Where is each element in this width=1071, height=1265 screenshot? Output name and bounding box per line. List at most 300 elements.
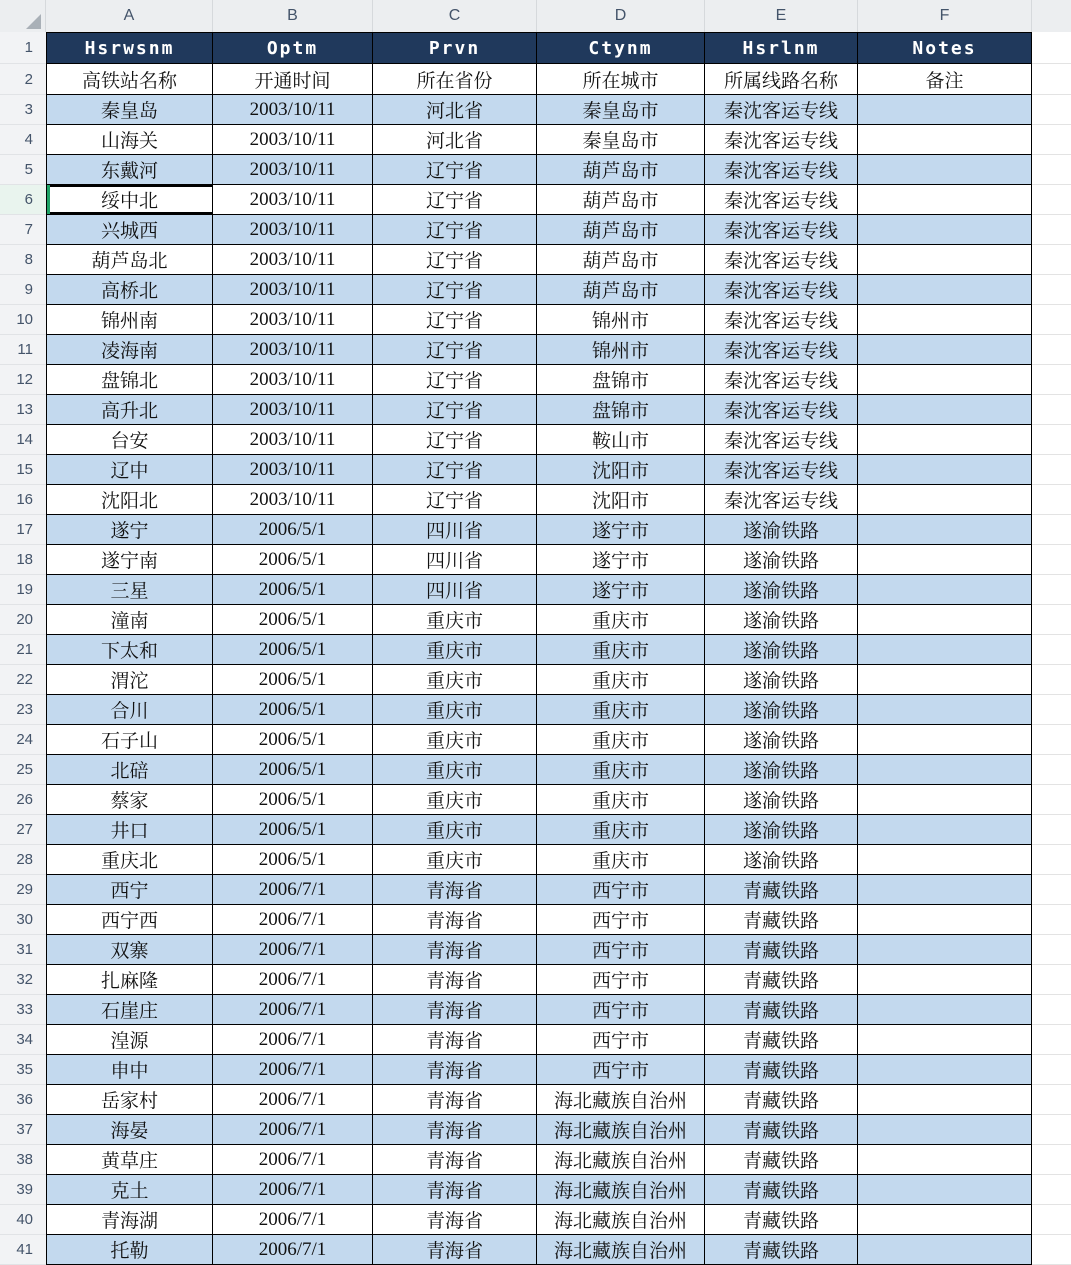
cell-C38[interactable]: 青海省 <box>373 1145 537 1175</box>
cell-A19[interactable]: 三星 <box>46 575 213 605</box>
cell-E22[interactable]: 遂渝铁路 <box>705 665 858 695</box>
cell-B39[interactable]: 2006/7/1 <box>213 1175 373 1205</box>
cell-B4[interactable]: 2003/10/11 <box>213 125 373 155</box>
cell-A9[interactable]: 高桥北 <box>46 275 213 305</box>
cell-B38[interactable]: 2006/7/1 <box>213 1145 373 1175</box>
cell-C29[interactable]: 青海省 <box>373 875 537 905</box>
cell-B11[interactable]: 2003/10/11 <box>213 335 373 365</box>
cell-E11[interactable]: 秦沈客运专线 <box>705 335 858 365</box>
cell-C13[interactable]: 辽宁省 <box>373 395 537 425</box>
cell-A28[interactable]: 重庆北 <box>46 845 213 875</box>
cell-F39[interactable] <box>858 1175 1032 1205</box>
cell-E5[interactable]: 秦沈客运专线 <box>705 155 858 185</box>
cell-F9[interactable] <box>858 275 1032 305</box>
cell-D23[interactable]: 重庆市 <box>537 695 705 725</box>
row-header-26[interactable]: 26 <box>0 785 46 815</box>
cell-C23[interactable]: 重庆市 <box>373 695 537 725</box>
row-header-7[interactable]: 7 <box>0 215 46 245</box>
cell-E12[interactable]: 秦沈客运专线 <box>705 365 858 395</box>
row-header-20[interactable]: 20 <box>0 605 46 635</box>
cell-B16[interactable]: 2003/10/11 <box>213 485 373 515</box>
cell-E41[interactable]: 青藏铁路 <box>705 1235 858 1265</box>
cell-F10[interactable] <box>858 305 1032 335</box>
cell-A4[interactable]: 山海关 <box>46 125 213 155</box>
cell-E9[interactable]: 秦沈客运专线 <box>705 275 858 305</box>
cell-E33[interactable]: 青藏铁路 <box>705 995 858 1025</box>
cell-D1[interactable]: Ctynm <box>537 32 705 64</box>
cell-B27[interactable]: 2006/5/1 <box>213 815 373 845</box>
cell-B20[interactable]: 2006/5/1 <box>213 605 373 635</box>
cell-E28[interactable]: 遂渝铁路 <box>705 845 858 875</box>
cell-E1[interactable]: Hsrlnm <box>705 32 858 64</box>
cell-E29[interactable]: 青藏铁路 <box>705 875 858 905</box>
row-header-12[interactable]: 12 <box>0 365 46 395</box>
row-header-36[interactable]: 36 <box>0 1085 46 1115</box>
cell-A24[interactable]: 石子山 <box>46 725 213 755</box>
cell-D2[interactable]: 所在城市 <box>537 64 705 95</box>
cell-C1[interactable]: Prvn <box>373 32 537 64</box>
row-header-38[interactable]: 38 <box>0 1145 46 1175</box>
cell-F13[interactable] <box>858 395 1032 425</box>
cell-F4[interactable] <box>858 125 1032 155</box>
gridline-overflow-area <box>1032 995 1071 1025</box>
cell-D12[interactable]: 盘锦市 <box>537 365 705 395</box>
cell-B3[interactable]: 2003/10/11 <box>213 95 373 125</box>
cell-C27[interactable]: 重庆市 <box>373 815 537 845</box>
row-header-33[interactable]: 33 <box>0 995 46 1025</box>
cell-D4[interactable]: 秦皇岛市 <box>537 125 705 155</box>
cell-D39[interactable]: 海北藏族自治州 <box>537 1175 705 1205</box>
cell-C31[interactable]: 青海省 <box>373 935 537 965</box>
cell-A32[interactable]: 扎麻隆 <box>46 965 213 995</box>
cell-F35[interactable] <box>858 1055 1032 1085</box>
cell-B19[interactable]: 2006/5/1 <box>213 575 373 605</box>
cell-C9[interactable]: 辽宁省 <box>373 275 537 305</box>
cell-D16[interactable]: 沈阳市 <box>537 485 705 515</box>
cell-B9[interactable]: 2003/10/11 <box>213 275 373 305</box>
cell-F31[interactable] <box>858 935 1032 965</box>
column-header-c[interactable]: C <box>373 0 537 32</box>
cell-F3[interactable] <box>858 95 1032 125</box>
cell-B2[interactable]: 开通时间 <box>213 64 373 95</box>
cell-E18[interactable]: 遂渝铁路 <box>705 545 858 575</box>
cell-A3[interactable]: 秦皇岛 <box>46 95 213 125</box>
cell-C22[interactable]: 重庆市 <box>373 665 537 695</box>
row-header-23[interactable]: 23 <box>0 695 46 725</box>
cell-A35[interactable]: 申中 <box>46 1055 213 1085</box>
cell-E20[interactable]: 遂渝铁路 <box>705 605 858 635</box>
cell-D9[interactable]: 葫芦岛市 <box>537 275 705 305</box>
cell-B5[interactable]: 2003/10/11 <box>213 155 373 185</box>
cell-A11[interactable]: 凌海南 <box>46 335 213 365</box>
cell-E17[interactable]: 遂渝铁路 <box>705 515 858 545</box>
column-header-a[interactable]: A <box>46 0 213 32</box>
cell-E39[interactable]: 青藏铁路 <box>705 1175 858 1205</box>
cell-F12[interactable] <box>858 365 1032 395</box>
cell-A23[interactable]: 合川 <box>46 695 213 725</box>
row-header-9[interactable]: 9 <box>0 275 46 305</box>
cell-B33[interactable]: 2006/7/1 <box>213 995 373 1025</box>
cell-D33[interactable]: 西宁市 <box>537 995 705 1025</box>
sheet-row-38 <box>0 1145 1071 1175</box>
row-header-17[interactable]: 17 <box>0 515 46 545</box>
cell-C24[interactable]: 重庆市 <box>373 725 537 755</box>
cell-D31[interactable]: 西宁市 <box>537 935 705 965</box>
row-header-2[interactable]: 2 <box>0 64 46 95</box>
cell-D10[interactable]: 锦州市 <box>537 305 705 335</box>
cell-C12[interactable]: 辽宁省 <box>373 365 537 395</box>
cell-D28[interactable]: 重庆市 <box>537 845 705 875</box>
cell-A40[interactable]: 青海湖 <box>46 1205 213 1235</box>
cell-A7[interactable]: 兴城西 <box>46 215 213 245</box>
cell-F33[interactable] <box>858 995 1032 1025</box>
cell-B1[interactable]: Optm <box>213 32 373 64</box>
cell-F38[interactable] <box>858 1145 1032 1175</box>
sheet-row-15 <box>0 455 1071 485</box>
row-header-18[interactable]: 18 <box>0 545 46 575</box>
cell-A33[interactable]: 石崖庄 <box>46 995 213 1025</box>
cell-C11[interactable]: 辽宁省 <box>373 335 537 365</box>
cell-C2[interactable]: 所在省份 <box>373 64 537 95</box>
cell-A30[interactable]: 西宁西 <box>46 905 213 935</box>
cell-F32[interactable] <box>858 965 1032 995</box>
row-header-16[interactable]: 16 <box>0 485 46 515</box>
cell-D15[interactable]: 沈阳市 <box>537 455 705 485</box>
cell-C6[interactable]: 辽宁省 <box>373 185 537 215</box>
row-header-22[interactable]: 22 <box>0 665 46 695</box>
cell-F5[interactable] <box>858 155 1032 185</box>
cell-D7[interactable]: 葫芦岛市 <box>537 215 705 245</box>
cell-A26[interactable]: 蔡家 <box>46 785 213 815</box>
cell-D27[interactable]: 重庆市 <box>537 815 705 845</box>
cell-F29[interactable] <box>858 875 1032 905</box>
row-header-29[interactable]: 29 <box>0 875 46 905</box>
cell-A31[interactable]: 双寨 <box>46 935 213 965</box>
cell-F19[interactable] <box>858 575 1032 605</box>
cell-D24[interactable]: 重庆市 <box>537 725 705 755</box>
cell-D35[interactable]: 西宁市 <box>537 1055 705 1085</box>
cell-E37[interactable]: 青藏铁路 <box>705 1115 858 1145</box>
cell-A25[interactable]: 北碚 <box>46 755 213 785</box>
row-header-4[interactable]: 4 <box>0 125 46 155</box>
row-header-6[interactable]: 6 <box>0 185 46 215</box>
cell-B24[interactable]: 2006/5/1 <box>213 725 373 755</box>
row-header-39[interactable]: 39 <box>0 1175 46 1205</box>
cell-D29[interactable]: 西宁市 <box>537 875 705 905</box>
cell-B30[interactable]: 2006/7/1 <box>213 905 373 935</box>
cell-E16[interactable]: 秦沈客运专线 <box>705 485 858 515</box>
cell-A20[interactable]: 潼南 <box>46 605 213 635</box>
row-header-3[interactable]: 3 <box>0 95 46 125</box>
row-header-31[interactable]: 31 <box>0 935 46 965</box>
cell-B22[interactable]: 2006/5/1 <box>213 665 373 695</box>
cell-A29[interactable]: 西宁 <box>46 875 213 905</box>
cell-B28[interactable]: 2006/5/1 <box>213 845 373 875</box>
cell-F14[interactable] <box>858 425 1032 455</box>
cell-D40[interactable]: 海北藏族自治州 <box>537 1205 705 1235</box>
cell-E4[interactable]: 秦沈客运专线 <box>705 125 858 155</box>
cell-D32[interactable]: 西宁市 <box>537 965 705 995</box>
cell-F15[interactable] <box>858 455 1032 485</box>
column-header-e[interactable]: E <box>705 0 858 32</box>
row-header-8[interactable]: 8 <box>0 245 46 275</box>
cell-E25[interactable]: 遂渝铁路 <box>705 755 858 785</box>
cell-F34[interactable] <box>858 1025 1032 1055</box>
cell-C17[interactable]: 四川省 <box>373 515 537 545</box>
cell-D37[interactable]: 海北藏族自治州 <box>537 1115 705 1145</box>
cell-B41[interactable]: 2006/7/1 <box>213 1235 373 1265</box>
cell-C7[interactable]: 辽宁省 <box>373 215 537 245</box>
cell-A17[interactable]: 遂宁 <box>46 515 213 545</box>
cell-D20[interactable]: 重庆市 <box>537 605 705 635</box>
cell-C35[interactable]: 青海省 <box>373 1055 537 1085</box>
cell-E10[interactable]: 秦沈客运专线 <box>705 305 858 335</box>
cell-F23[interactable] <box>858 695 1032 725</box>
cell-A5[interactable]: 东戴河 <box>46 155 213 185</box>
cell-F25[interactable] <box>858 755 1032 785</box>
cell-B7[interactable]: 2003/10/11 <box>213 215 373 245</box>
cell-F41[interactable] <box>858 1235 1032 1265</box>
cell-E15[interactable]: 秦沈客运专线 <box>705 455 858 485</box>
cell-A36[interactable]: 岳家村 <box>46 1085 213 1115</box>
cell-C28[interactable]: 重庆市 <box>373 845 537 875</box>
cell-A27[interactable]: 井口 <box>46 815 213 845</box>
sheet-row-12 <box>0 365 1071 395</box>
cell-D19[interactable]: 遂宁市 <box>537 575 705 605</box>
cell-A41[interactable]: 托勒 <box>46 1235 213 1265</box>
cell-A34[interactable]: 湟源 <box>46 1025 213 1055</box>
row-header-27[interactable]: 27 <box>0 815 46 845</box>
cell-B40[interactable]: 2006/7/1 <box>213 1205 373 1235</box>
cell-F8[interactable] <box>858 245 1032 275</box>
cell-C10[interactable]: 辽宁省 <box>373 305 537 335</box>
cell-F40[interactable] <box>858 1205 1032 1235</box>
cell-C3[interactable]: 河北省 <box>373 95 537 125</box>
cell-A2[interactable]: 高铁站名称 <box>46 64 213 95</box>
cell-B25[interactable]: 2006/5/1 <box>213 755 373 785</box>
cell-A15[interactable]: 辽中 <box>46 455 213 485</box>
cell-F21[interactable] <box>858 635 1032 665</box>
cell-C4[interactable]: 河北省 <box>373 125 537 155</box>
cell-C40[interactable]: 青海省 <box>373 1205 537 1235</box>
cell-F11[interactable] <box>858 335 1032 365</box>
row-header-32[interactable]: 32 <box>0 965 46 995</box>
row-header-11[interactable]: 11 <box>0 335 46 365</box>
cell-D36[interactable]: 海北藏族自治州 <box>537 1085 705 1115</box>
cell-D25[interactable]: 重庆市 <box>537 755 705 785</box>
cell-F1[interactable]: Notes <box>858 32 1032 64</box>
cell-F2[interactable]: 备注 <box>858 64 1032 95</box>
cell-B26[interactable]: 2006/5/1 <box>213 785 373 815</box>
row-header-37[interactable]: 37 <box>0 1115 46 1145</box>
cell-E3[interactable]: 秦沈客运专线 <box>705 95 858 125</box>
cell-B31[interactable]: 2006/7/1 <box>213 935 373 965</box>
cell-E32[interactable]: 青藏铁路 <box>705 965 858 995</box>
row-header-1[interactable]: 1 <box>0 32 46 64</box>
row-header-34[interactable]: 34 <box>0 1025 46 1055</box>
cell-F37[interactable] <box>858 1115 1032 1145</box>
cell-D34[interactable]: 西宁市 <box>537 1025 705 1055</box>
cell-C14[interactable]: 辽宁省 <box>373 425 537 455</box>
row-header-41[interactable]: 41 <box>0 1235 46 1265</box>
cell-C19[interactable]: 四川省 <box>373 575 537 605</box>
cell-B14[interactable]: 2003/10/11 <box>213 425 373 455</box>
row-header-15[interactable]: 15 <box>0 455 46 485</box>
cell-E2[interactable]: 所属线路名称 <box>705 64 858 95</box>
cell-B36[interactable]: 2006/7/1 <box>213 1085 373 1115</box>
cell-F7[interactable] <box>858 215 1032 245</box>
cell-A39[interactable]: 克土 <box>46 1175 213 1205</box>
row-header-40[interactable]: 40 <box>0 1205 46 1235</box>
row-header-10[interactable]: 10 <box>0 305 46 335</box>
active-cell-A6[interactable]: 绥中北 <box>46 185 213 215</box>
cell-E31[interactable]: 青藏铁路 <box>705 935 858 965</box>
cell-B21[interactable]: 2006/5/1 <box>213 635 373 665</box>
cell-D38[interactable]: 海北藏族自治州 <box>537 1145 705 1175</box>
cell-F27[interactable] <box>858 815 1032 845</box>
cell-C33[interactable]: 青海省 <box>373 995 537 1025</box>
cell-E26[interactable]: 遂渝铁路 <box>705 785 858 815</box>
column-header-d[interactable]: D <box>537 0 705 32</box>
gridline-overflow-area <box>1032 785 1071 815</box>
cell-D13[interactable]: 盘锦市 <box>537 395 705 425</box>
cell-E40[interactable]: 青藏铁路 <box>705 1205 858 1235</box>
cell-A10[interactable]: 锦州南 <box>46 305 213 335</box>
cell-B8[interactable]: 2003/10/11 <box>213 245 373 275</box>
cell-D18[interactable]: 遂宁市 <box>537 545 705 575</box>
cell-C34[interactable]: 青海省 <box>373 1025 537 1055</box>
cell-B35[interactable]: 2006/7/1 <box>213 1055 373 1085</box>
cell-C30[interactable]: 青海省 <box>373 905 537 935</box>
cell-F16[interactable] <box>858 485 1032 515</box>
row-header-5[interactable]: 5 <box>0 155 46 185</box>
cell-B12[interactable]: 2003/10/11 <box>213 365 373 395</box>
cell-B6[interactable]: 2003/10/11 <box>213 185 373 215</box>
cell-C20[interactable]: 重庆市 <box>373 605 537 635</box>
cell-E24[interactable]: 遂渝铁路 <box>705 725 858 755</box>
column-header-b[interactable]: B <box>213 0 373 32</box>
cell-E23[interactable]: 遂渝铁路 <box>705 695 858 725</box>
cell-B18[interactable]: 2006/5/1 <box>213 545 373 575</box>
cell-F18[interactable] <box>858 545 1032 575</box>
cell-F20[interactable] <box>858 605 1032 635</box>
cell-F28[interactable] <box>858 845 1032 875</box>
cell-E13[interactable]: 秦沈客运专线 <box>705 395 858 425</box>
cell-E6[interactable]: 秦沈客运专线 <box>705 185 858 215</box>
cell-E30[interactable]: 青藏铁路 <box>705 905 858 935</box>
cell-D8[interactable]: 葫芦岛市 <box>537 245 705 275</box>
cell-C25[interactable]: 重庆市 <box>373 755 537 785</box>
row-header-14[interactable]: 14 <box>0 425 46 455</box>
cell-D21[interactable]: 重庆市 <box>537 635 705 665</box>
select-all-corner[interactable] <box>0 0 46 32</box>
cell-A13[interactable]: 高升北 <box>46 395 213 425</box>
cell-D30[interactable]: 西宁市 <box>537 905 705 935</box>
cell-B15[interactable]: 2003/10/11 <box>213 455 373 485</box>
cell-A14[interactable]: 台安 <box>46 425 213 455</box>
cell-C36[interactable]: 青海省 <box>373 1085 537 1115</box>
row-header-21[interactable]: 21 <box>0 635 46 665</box>
cell-D26[interactable]: 重庆市 <box>537 785 705 815</box>
cell-E14[interactable]: 秦沈客运专线 <box>705 425 858 455</box>
cell-B32[interactable]: 2006/7/1 <box>213 965 373 995</box>
cell-F6[interactable] <box>858 185 1032 215</box>
cell-B10[interactable]: 2003/10/11 <box>213 305 373 335</box>
cell-C8[interactable]: 辽宁省 <box>373 245 537 275</box>
column-header-f[interactable]: F <box>858 0 1032 32</box>
cell-C32[interactable]: 青海省 <box>373 965 537 995</box>
cell-B13[interactable]: 2003/10/11 <box>213 395 373 425</box>
cell-A38[interactable]: 黄草庄 <box>46 1145 213 1175</box>
cell-A37[interactable]: 海晏 <box>46 1115 213 1145</box>
row-header-13[interactable]: 13 <box>0 395 46 425</box>
cell-B37[interactable]: 2006/7/1 <box>213 1115 373 1145</box>
cell-F22[interactable] <box>858 665 1032 695</box>
row-header-35[interactable]: 35 <box>0 1055 46 1085</box>
cell-F36[interactable] <box>858 1085 1032 1115</box>
row-header-25[interactable]: 25 <box>0 755 46 785</box>
cell-B23[interactable]: 2006/5/1 <box>213 695 373 725</box>
cell-C26[interactable]: 重庆市 <box>373 785 537 815</box>
cell-D6[interactable]: 葫芦岛市 <box>537 185 705 215</box>
cell-C15[interactable]: 辽宁省 <box>373 455 537 485</box>
cell-A18[interactable]: 遂宁南 <box>46 545 213 575</box>
cell-D14[interactable]: 鞍山市 <box>537 425 705 455</box>
cell-D11[interactable]: 锦州市 <box>537 335 705 365</box>
cell-F26[interactable] <box>858 785 1032 815</box>
cell-A8[interactable]: 葫芦岛北 <box>46 245 213 275</box>
cell-A16[interactable]: 沈阳北 <box>46 485 213 515</box>
cell-E21[interactable]: 遂渝铁路 <box>705 635 858 665</box>
cell-E35[interactable]: 青藏铁路 <box>705 1055 858 1085</box>
gridline-overflow-area <box>1032 965 1071 995</box>
cell-D3[interactable]: 秦皇岛市 <box>537 95 705 125</box>
cell-F17[interactable] <box>858 515 1032 545</box>
cell-A1[interactable]: Hsrwsnm <box>46 32 213 64</box>
cell-C37[interactable]: 青海省 <box>373 1115 537 1145</box>
row-header-24[interactable]: 24 <box>0 725 46 755</box>
row-header-28[interactable]: 28 <box>0 845 46 875</box>
cell-D22[interactable]: 重庆市 <box>537 665 705 695</box>
cell-C21[interactable]: 重庆市 <box>373 635 537 665</box>
row-header-30[interactable]: 30 <box>0 905 46 935</box>
cell-A12[interactable]: 盘锦北 <box>46 365 213 395</box>
cell-E7[interactable]: 秦沈客运专线 <box>705 215 858 245</box>
cell-C5[interactable]: 辽宁省 <box>373 155 537 185</box>
cell-F24[interactable] <box>858 725 1032 755</box>
cell-E38[interactable]: 青藏铁路 <box>705 1145 858 1175</box>
cell-A22[interactable]: 渭沱 <box>46 665 213 695</box>
cell-C41[interactable]: 青海省 <box>373 1235 537 1265</box>
cell-B34[interactable]: 2006/7/1 <box>213 1025 373 1055</box>
cell-C16[interactable]: 辽宁省 <box>373 485 537 515</box>
cell-D17[interactable]: 遂宁市 <box>537 515 705 545</box>
cell-C39[interactable]: 青海省 <box>373 1175 537 1205</box>
cell-D5[interactable]: 葫芦岛市 <box>537 155 705 185</box>
cell-C18[interactable]: 四川省 <box>373 545 537 575</box>
cell-B29[interactable]: 2006/7/1 <box>213 875 373 905</box>
cell-F30[interactable] <box>858 905 1032 935</box>
cell-E27[interactable]: 遂渝铁路 <box>705 815 858 845</box>
cell-E34[interactable]: 青藏铁路 <box>705 1025 858 1055</box>
cell-E8[interactable]: 秦沈客运专线 <box>705 245 858 275</box>
cell-D41[interactable]: 海北藏族自治州 <box>537 1235 705 1265</box>
cell-B17[interactable]: 2006/5/1 <box>213 515 373 545</box>
cell-E36[interactable]: 青藏铁路 <box>705 1085 858 1115</box>
cell-E19[interactable]: 遂渝铁路 <box>705 575 858 605</box>
row-header-19[interactable]: 19 <box>0 575 46 605</box>
cell-A21[interactable]: 下太和 <box>46 635 213 665</box>
